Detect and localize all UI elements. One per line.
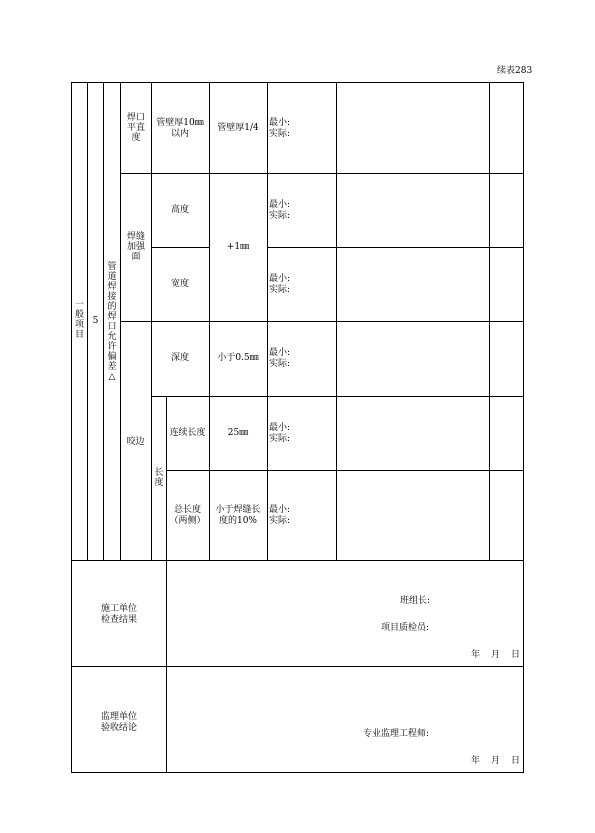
frame-top xyxy=(71,82,524,83)
divider xyxy=(71,666,524,667)
supervision-month: 月 xyxy=(491,756,501,766)
height-label: 高度 xyxy=(170,205,189,215)
depth-measure: 最小: 实际: xyxy=(269,348,291,369)
height-measure: 最小: 实际: xyxy=(269,200,291,221)
category-label: 一 般 项 目 xyxy=(74,300,84,340)
undercut-label: 咬边 xyxy=(126,437,145,447)
construction-unit-label: 施工单位 检查结果 xyxy=(100,604,137,625)
quality-inspector-field: 项目质检员: xyxy=(381,623,430,633)
divider xyxy=(166,396,167,773)
flatness-standard: 管壁厚1/4 xyxy=(217,123,259,133)
team-leader-field: 班组长: xyxy=(400,596,431,606)
table-number: 续表283 xyxy=(497,66,533,76)
frame-right xyxy=(523,82,524,773)
width-label: 宽度 xyxy=(170,279,189,289)
construction-month: 月 xyxy=(491,650,501,660)
supervision-unit-label: 监理单位 验收结论 xyxy=(100,712,137,733)
frame-bottom xyxy=(71,772,524,773)
total-length-measure: 最小: 实际: xyxy=(269,505,291,526)
divider xyxy=(166,470,524,471)
continuous-length-measure: 最小: 实际: xyxy=(269,423,291,444)
reinforcement-standard: +1㎜ xyxy=(226,242,250,252)
divider xyxy=(71,560,524,561)
flatness-label: 焊口 平直 度 xyxy=(126,113,145,143)
reinforcement-label: 焊缝 加强 面 xyxy=(126,232,145,262)
continuous-length-standard: 25㎜ xyxy=(227,428,249,438)
flatness-range: 管壁厚10㎜ 以内 xyxy=(156,118,204,139)
flatness-measure: 最小: 实际: xyxy=(269,118,291,139)
divider xyxy=(151,247,209,248)
depth-label: 深度 xyxy=(170,353,189,363)
total-length-standard: 小于焊缝长 度的10% xyxy=(215,505,261,526)
supervision-day: 日 xyxy=(511,756,521,766)
construction-year: 年 xyxy=(471,650,481,660)
depth-standard: 小于0.5㎜ xyxy=(217,353,259,363)
construction-day: 日 xyxy=(511,650,521,660)
divider xyxy=(267,247,524,248)
total-length-label: 总长度 （两侧） xyxy=(169,505,206,526)
divider xyxy=(120,321,524,322)
length-label: 长 度 xyxy=(154,468,164,488)
width-measure: 最小: 实际: xyxy=(269,274,291,295)
continuous-length-label: 连续长度 xyxy=(169,428,206,438)
item-label: 管 道 焊 接 的 焊 口 允 许 偏 差 △ xyxy=(107,262,117,382)
sequence-number: 5 xyxy=(92,316,99,326)
supervision-year: 年 xyxy=(471,756,481,766)
divider xyxy=(120,173,524,174)
supervising-engineer-field: 专业监理工程师: xyxy=(363,729,430,739)
divider xyxy=(151,396,524,397)
frame-left xyxy=(71,82,72,773)
